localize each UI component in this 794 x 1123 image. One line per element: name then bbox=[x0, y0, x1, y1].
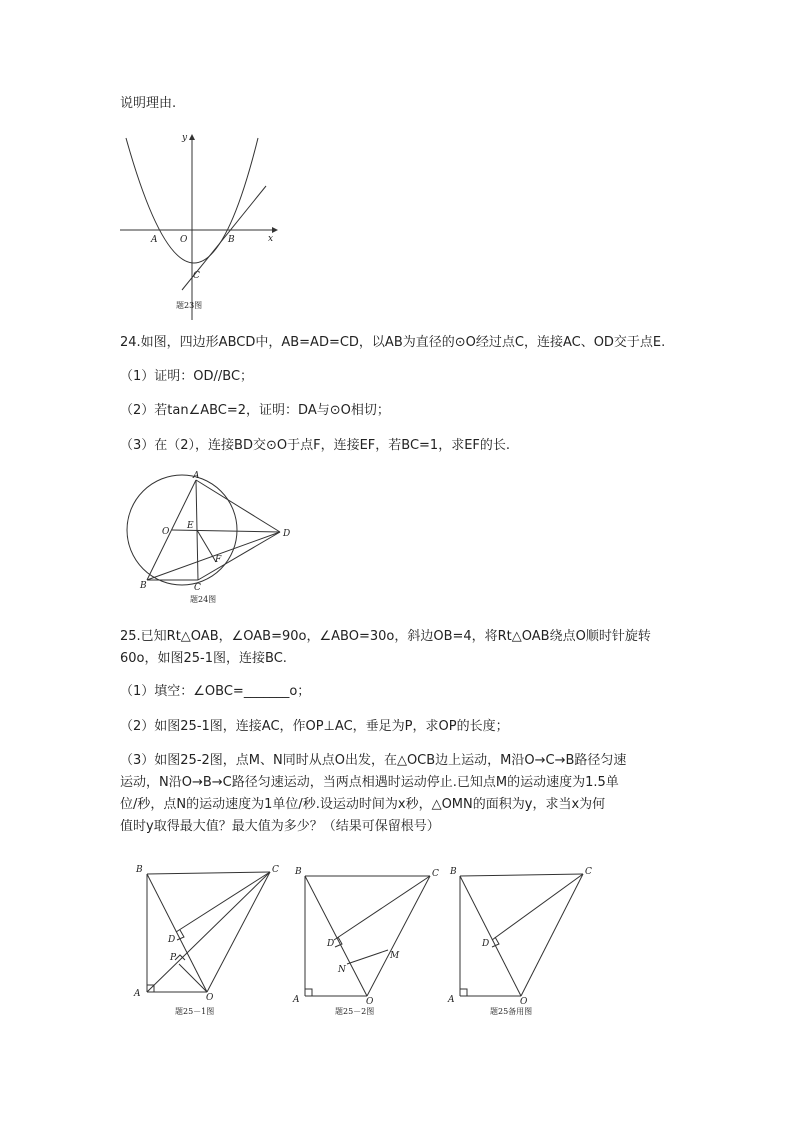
q25-part3-line4: 值时y取得最大值？最大值为多少？（结果可保留根号） bbox=[120, 819, 440, 834]
label-o: O bbox=[366, 997, 374, 1007]
figure-23-caption: 题23图 bbox=[176, 301, 203, 310]
q24-part2: （2）若tan∠ABC=2，证明：DA与⊙O相切； bbox=[120, 403, 390, 418]
q24-stem: 24.如图，四边形ABCD中，AB=AD=CD，以AB为直径的⊙O经过点C，连接AC、OD交于点E. bbox=[120, 335, 666, 350]
label-d: D bbox=[283, 529, 291, 539]
side-oc bbox=[521, 874, 583, 996]
label-o: O bbox=[520, 997, 528, 1007]
label-y: y bbox=[182, 133, 188, 143]
label-a: A bbox=[134, 989, 141, 999]
q24-part3: （3）在（2），连接BD交⊙O于点F，连接EF，若BC=1，求EF的长. bbox=[120, 438, 511, 453]
segment-op bbox=[179, 964, 207, 992]
label-o: O bbox=[180, 235, 188, 245]
label-b: B bbox=[295, 867, 302, 877]
label-b: B bbox=[450, 867, 457, 877]
label-p: P bbox=[170, 953, 177, 963]
side-bc bbox=[147, 872, 270, 874]
right-angle-a bbox=[460, 989, 467, 996]
segment-mn bbox=[347, 950, 388, 964]
label-d: D bbox=[168, 935, 176, 945]
q25-stem-line2: 60o，如图25-1图，连接BC. bbox=[120, 651, 287, 666]
label-a: A bbox=[448, 995, 455, 1005]
label-d: D bbox=[327, 939, 335, 949]
figure-24-caption: 题24图 bbox=[190, 595, 217, 604]
label-m: M bbox=[390, 951, 400, 961]
label-c: C bbox=[585, 867, 592, 877]
figure-25-2-caption: 题25－2图 bbox=[335, 1007, 375, 1016]
q25-part3-line2: 运动，N沿O→B→C路径匀速运动，当两点相遇时运动停止.已知点M的运动速度为1.5单 bbox=[120, 775, 619, 790]
label-a: A bbox=[293, 995, 300, 1005]
label-e: E bbox=[187, 521, 194, 531]
segment-ac bbox=[147, 872, 270, 992]
side-bo bbox=[305, 876, 367, 996]
label-n: N bbox=[338, 965, 346, 975]
label-c: C bbox=[194, 583, 201, 593]
side-bo bbox=[460, 876, 521, 996]
x-axis-arrow bbox=[272, 227, 278, 233]
label-o: O bbox=[162, 527, 170, 537]
label-o: O bbox=[206, 993, 214, 1003]
q25-part3-line3: 位/秒，点N的运动速度为1单位/秒.设运动时间为x秒，△OMN的面积为y，求当x为何 bbox=[120, 797, 606, 812]
side-oc bbox=[207, 872, 270, 992]
q25-part1: （1）填空：∠OBC=_______o； bbox=[120, 684, 311, 699]
q25-part3-line1: （3）如图25-2图，点M、N同时从点O出发，在△OCB边上运动，M沿O→C→B路径匀速 bbox=[120, 753, 627, 768]
label-d: D bbox=[482, 939, 490, 949]
segment-ad bbox=[196, 480, 280, 532]
label-a: A bbox=[193, 471, 200, 481]
segment-cd bbox=[334, 876, 430, 940]
label-b: B bbox=[228, 235, 235, 245]
label-b: B bbox=[136, 865, 143, 875]
y-axis-arrow bbox=[189, 134, 195, 140]
label-c: C bbox=[272, 865, 279, 875]
segment-cd bbox=[492, 874, 583, 940]
segment-ef bbox=[197, 530, 216, 562]
label-c: C bbox=[432, 869, 439, 879]
side-bo bbox=[147, 874, 207, 992]
label-f: F bbox=[215, 555, 222, 565]
right-angle-a bbox=[305, 989, 312, 996]
figure-25-spare bbox=[445, 860, 605, 1020]
figure-25-2 bbox=[290, 860, 450, 1020]
q24-part1: （1）证明：OD//BC； bbox=[120, 369, 254, 384]
label-c: C bbox=[193, 271, 200, 281]
segment-cd bbox=[198, 532, 280, 580]
q25-stem-line1: 25.已知Rt△OAB，∠OAB=90o，∠ABO=30o，斜边OB=4，将Rt△OAB绕点O顺时针旋转 bbox=[120, 629, 651, 644]
segment-cd bbox=[176, 872, 270, 932]
side-oc bbox=[367, 876, 430, 996]
figure-25-spare-caption: 题25备用图 bbox=[490, 1007, 533, 1016]
label-x: x bbox=[268, 234, 274, 244]
intro-tail-text: 说明理由. bbox=[120, 96, 177, 111]
figure-25-1 bbox=[130, 860, 290, 1020]
q25-part2: （2）如图25-1图，连接AC，作OP⊥AC，垂足为P，求OP的长度； bbox=[120, 719, 509, 734]
figure-23 bbox=[118, 128, 278, 318]
figure-24 bbox=[120, 472, 300, 607]
side-bc bbox=[460, 874, 583, 876]
label-a: A bbox=[151, 235, 158, 245]
label-b: B bbox=[140, 581, 147, 591]
figure-25-1-caption: 题25－1图 bbox=[175, 1007, 215, 1016]
